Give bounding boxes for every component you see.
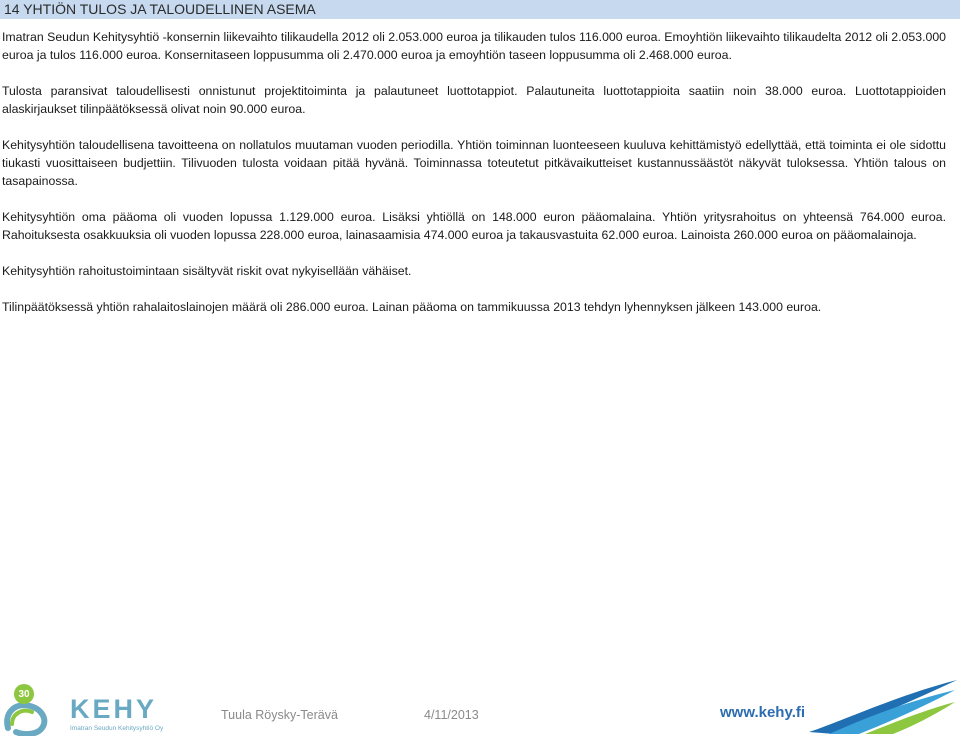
page-footer: [0, 676, 960, 738]
footer-website-link[interactable]: www.kehy.fi: [720, 704, 806, 721]
section-title: 14 YHTIÖN TULOS JA TALOUDELLINEN ASEMA: [4, 1, 316, 17]
document-body: [2, 28, 946, 316]
paragraph-financial-goal: Kehitysyhtiön taloudellisena tavoitteena on nollatulos muutaman vuoden periodilla. Yhtiön toiminnan luonteeseen kuuluva kehittämistyö edellyttää, että toiminta ei ole sidottu tiukasti vuosittaiseen budjettiin. Tilivuoden tulosta voidaan pitää hyvänä. Toiminnassa toteutetut pitkävaikutteiset kustannussäästöt näkyvät tuloksessa. Yhtiön talous on tasapainossa.: [2, 138, 946, 188]
logo-brand: KEHY: [70, 694, 158, 724]
logo-tagline: Imatran Seudun Kehitysyhtiö Oy: [70, 725, 164, 732]
paragraph-result-drivers: Tulosta paransivat taloudellisesti onnistunut projektitoiminta ja palautuneet luottotappiot. Palautuneita luottotappioita saatiin noin 38.000 euroa. Luottotappioiden alaskirjaukset tilinpäätöksessä olivat noin 90.000 euroa.: [2, 84, 946, 116]
footer-author: Tuula Röysky-Terävä: [221, 708, 338, 722]
paragraph-loans: Tilinpäätöksessä yhtiön rahalaitoslainojen määrä oli 286.000 euroa. Lainan pääoma on tammikuussa 2013 tehdyn lyhennyksen jälkeen 143.000 euroa.: [2, 300, 822, 314]
swoosh-logo-icon: [805, 676, 960, 736]
section-title-bar: [0, 0, 960, 19]
logo-badge-number: 30: [18, 689, 30, 700]
logo-badge-word: vuotta: [18, 704, 30, 709]
paragraph-equity: Kehitysyhtiön oma pääoma oli vuoden lopussa 1.129.000 euroa. Lisäksi yhtiöllä on 148.000 euron pääomalaina. Yhtiön yritysrahoitus on yhteensä 764.000 euroa. Rahoituksesta osakkuuksia oli vuoden lopussa 228.000 euroa, lainasaamisia 474.000 euroa ja takausvastuita 62.000 euroa. Lainoista 260.000 euroa on pääomalainoja.: [2, 210, 946, 242]
footer-date: 4/11/2013: [424, 708, 479, 722]
paragraph-risks: Kehitysyhtiön rahoitustoimintaan sisältyvät riskit ovat nykyisellään vähäiset.: [2, 264, 412, 278]
paragraph-financials: Imatran Seudun Kehitysyhtiö -konsernin liikevaihto tilikaudella 2012 oli 2.053.000 euroa ja tilikauden tulos 116.000 euroa. Emoyhtiön liikevaihto tilikaudelta 2012 oli 2.053.000 euroa ja tulos 116.000 euroa. Konsernitaseen loppusumma oli 2.470.000 euroa ja emoyhtiön taseen loppusumma oli 2.468.000 euroa.: [2, 30, 946, 62]
kehy-logo-icon: [2, 684, 172, 736]
